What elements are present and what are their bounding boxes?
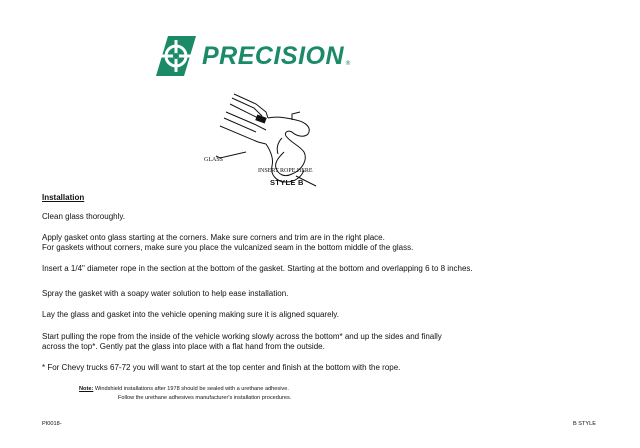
step-clean-glass: Clean glass thoroughly. <box>42 212 126 221</box>
glass-label: GLASS <box>204 157 224 163</box>
step-insert-rope: Insert a 1/4" diameter rope in the section at the bottom of the gasket. Starting at the bottom and overlapping 6 to 8 inches. <box>42 264 473 273</box>
precision-logo <box>156 36 351 76</box>
step-pull-rope-line2: across the top*. Gently pat the glass into place with a flat hand from the outside. <box>42 342 325 351</box>
footer-style: B STYLE <box>572 421 596 427</box>
step-apply-gasket-line2: For gaskets without corners, make sure you place the vulcanized seam in the bottom middle of the glass. <box>42 243 414 252</box>
note-label: Note: <box>79 386 94 392</box>
note-text-line2: Follow the urethane adhesives manufacturer's installation procedures. <box>118 395 292 401</box>
brand-name: PRECISION <box>202 41 345 70</box>
registered-mark: ® <box>345 60 352 67</box>
style-label: STYLE B <box>270 178 304 187</box>
step-chevy-note: * For Chevy trucks 67-72 you will want to start at the top center and finish at the bottom with the rope. <box>42 363 401 372</box>
installation-heading: Installation <box>42 193 85 202</box>
step-pull-rope-line1: Start pulling the rope from the inside of the vehicle working slowly across the bottom* and up the sides and finally <box>42 332 442 341</box>
footer-doc-id: PI0018- <box>42 421 62 427</box>
step-spray-gasket: Spray the gasket with a soapy water solution to help ease installation. <box>42 289 289 298</box>
insert-rope-label: INSERT ROPE HERE <box>258 168 313 174</box>
step-apply-gasket-line1: Apply gasket onto glass starting at the corners. Make sure corners and trim are in the right place. <box>42 233 385 242</box>
step-lay-glass: Lay the glass and gasket into the vehicle opening making sure it is aligned squarely. <box>42 310 339 319</box>
note-line1 <box>79 385 289 393</box>
precision-logo-mark-icon <box>156 36 196 76</box>
note-text-line1: Windshield installations after 1978 should be sealed with a urethane adhesive. <box>93 386 289 392</box>
